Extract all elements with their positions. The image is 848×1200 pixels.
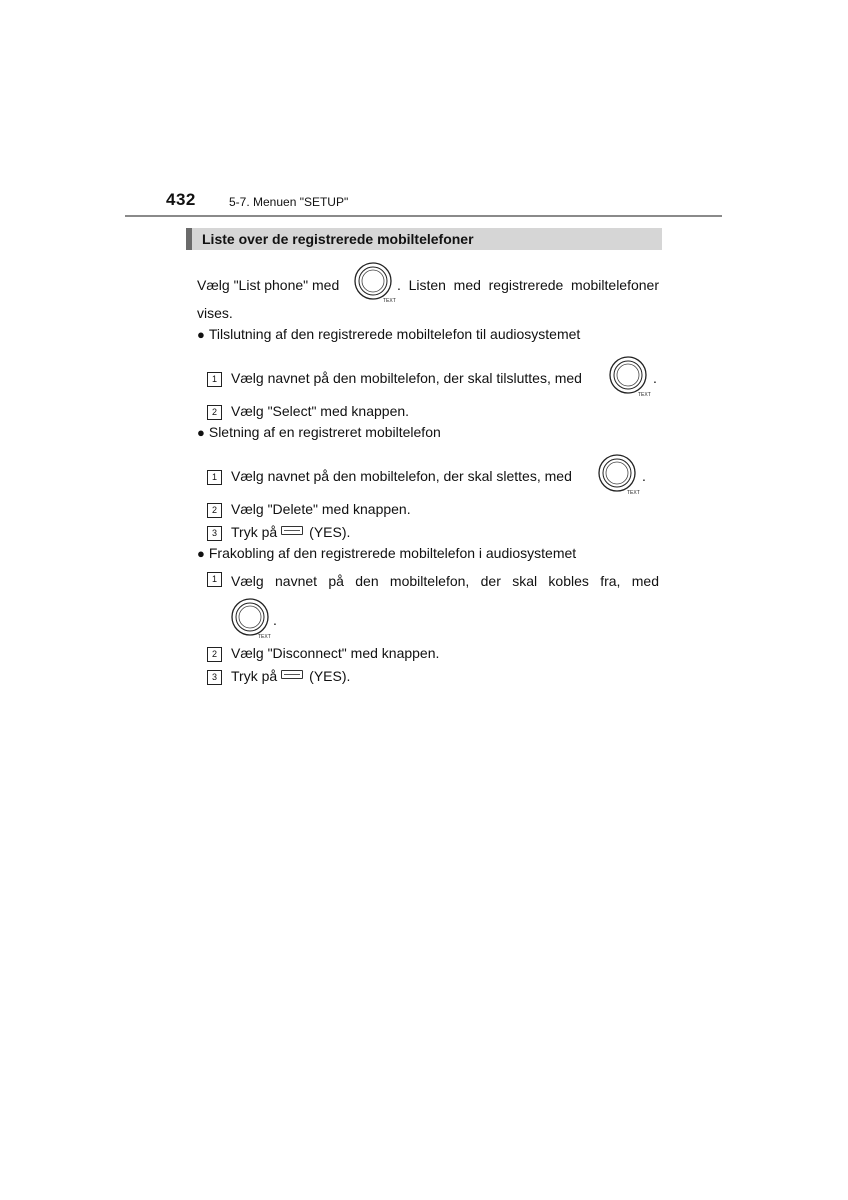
list-item <box>207 572 659 590</box>
step-number: 2 <box>207 503 222 518</box>
step-text: Vælg "Select" med knappen. <box>231 403 410 419</box>
bullet-icon: ● <box>197 425 205 440</box>
intro-text-2: . Listen med registrerede mobiltelefoner <box>397 277 659 293</box>
group-heading-3 <box>197 544 576 563</box>
step-number: 2 <box>207 405 222 420</box>
knob-icon <box>608 355 654 401</box>
intro-text-3: vises. <box>197 305 233 321</box>
step-text-before: Tryk på <box>231 524 278 540</box>
step-text: Vælg "Disconnect" med knappen. <box>231 645 440 661</box>
intro-text-1: Vælg "List phone" med <box>197 277 340 293</box>
group-heading-text: Tilslutning af den registrerede mobiltelefon til audiosystemet <box>208 326 581 342</box>
yes-key-icon <box>281 526 303 535</box>
list-item <box>207 402 409 420</box>
step-text: Vælg navnet på den mobiltelefon, der skal slettes, med <box>231 468 572 484</box>
step-tail: . <box>642 468 646 484</box>
page-title: Liste over de registrerede mobiltelefoner <box>202 231 474 247</box>
knob-icon <box>597 453 643 499</box>
step-text: Vælg navnet på den mobiltelefon, der skal kobles fra, med <box>231 573 659 589</box>
step-text: Vælg "Delete" med knappen. <box>231 501 411 517</box>
group-heading-2 <box>197 423 441 442</box>
list-item <box>207 644 439 662</box>
step-number: 3 <box>207 670 222 685</box>
intro-line-1-start <box>197 276 339 294</box>
page-number: 432 <box>166 190 196 209</box>
step-text-after: (YES). <box>309 524 351 540</box>
step-number: 2 <box>207 647 222 662</box>
group-heading-1 <box>197 325 580 344</box>
title-bar <box>186 228 662 250</box>
group-heading-text: Sletning af en registreret mobiltelefon <box>208 424 441 440</box>
bullet-icon: ● <box>197 327 205 342</box>
step-tail: . <box>653 370 657 386</box>
step-number: 3 <box>207 526 222 541</box>
knob-label: TEXT <box>638 392 651 398</box>
yes-key-icon <box>281 670 303 679</box>
list-item <box>207 667 350 685</box>
step-number: 1 <box>207 372 222 387</box>
step-tail: . <box>273 612 277 628</box>
step-number: 1 <box>207 572 222 587</box>
step-text-before: Tryk på <box>231 668 278 684</box>
list-item <box>207 523 350 541</box>
step-text-after: (YES). <box>309 668 351 684</box>
section-header: 5-7. Menuen "SETUP" <box>229 195 349 209</box>
step-number: 1 <box>207 470 222 485</box>
knob-label: TEXT <box>627 490 640 496</box>
list-item <box>207 500 411 518</box>
list-item <box>207 467 572 485</box>
bullet-icon: ● <box>197 546 205 561</box>
knob-icon <box>353 261 399 307</box>
header-rule <box>125 215 722 217</box>
knob-icon <box>230 597 276 643</box>
group-heading-text: Frakobling af den registrerede mobiltelefon i audiosystemet <box>208 545 577 561</box>
intro-line-1-end <box>397 276 659 294</box>
step-text: Vælg navnet på den mobiltelefon, der skal tilsluttes, med <box>231 370 582 386</box>
knob-label: TEXT <box>383 298 396 304</box>
intro-line-2 <box>197 304 233 322</box>
knob-label: TEXT <box>258 634 271 640</box>
list-item <box>207 369 582 387</box>
